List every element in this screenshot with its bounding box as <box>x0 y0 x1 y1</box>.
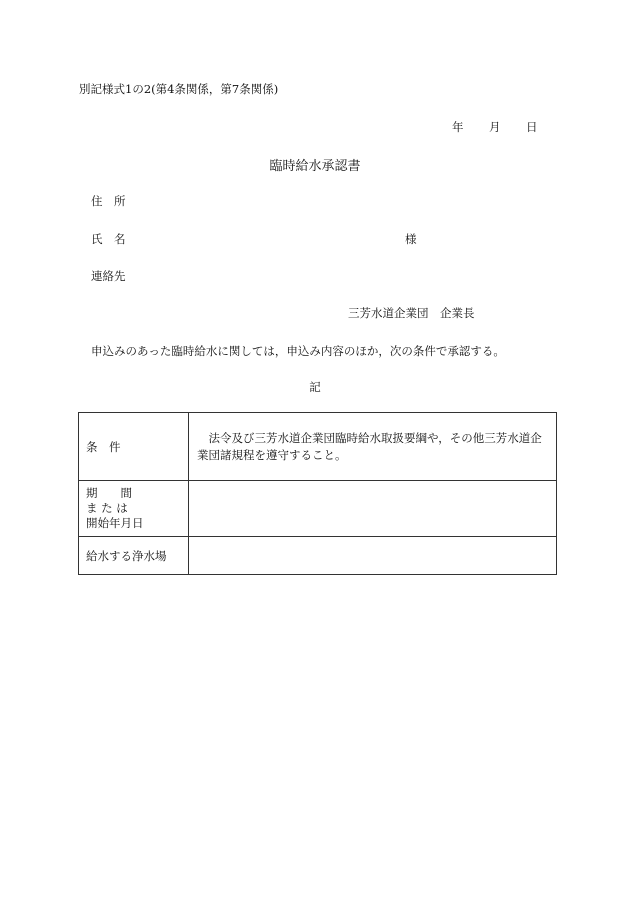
address-label: 住 所 <box>91 194 126 208</box>
contact-label: 連絡先 <box>91 269 126 283</box>
table-row-conditions <box>79 413 557 481</box>
period-label-line: ま た は <box>86 501 128 515</box>
conditions-cell <box>189 413 557 481</box>
honorific-sama: 様 <box>405 232 417 246</box>
conditions-table <box>78 412 557 575</box>
approval-statement: 申込みのあった臨時給水に関しては，申込み内容のほか，次の条件で承認する。 <box>91 344 505 358</box>
document-title: 臨時給水承認書 <box>269 159 361 174</box>
period-label-line: 開始年月日 <box>86 516 144 530</box>
day-label: 日 <box>526 120 538 134</box>
period-label <box>79 481 189 537</box>
period-label-line: 期 間 <box>86 486 132 500</box>
month-label: 月 <box>489 120 501 134</box>
ki-heading: 記 <box>309 380 321 394</box>
form-reference: 別記様式1の2(第4条関係，第7条関係) <box>79 82 279 96</box>
table-row-period <box>79 481 557 537</box>
conditions-text: 法令及び三芳水道企業団臨時給水取扱要綱や，その他三芳水道企業団諸規程を遵守すること。 <box>197 430 542 462</box>
plant-value-cell[interactable] <box>189 537 557 575</box>
name-label: 氏 名 <box>91 232 126 246</box>
table-row-plant <box>79 537 557 575</box>
date-line <box>452 119 538 135</box>
period-value-cell[interactable] <box>189 481 557 537</box>
conditions-label: 条 件 <box>79 413 189 481</box>
year-label: 年 <box>452 120 464 134</box>
plant-label: 給水する浄水場 <box>79 537 189 575</box>
issuer-name: 三芳水道企業団 企業長 <box>348 306 475 320</box>
